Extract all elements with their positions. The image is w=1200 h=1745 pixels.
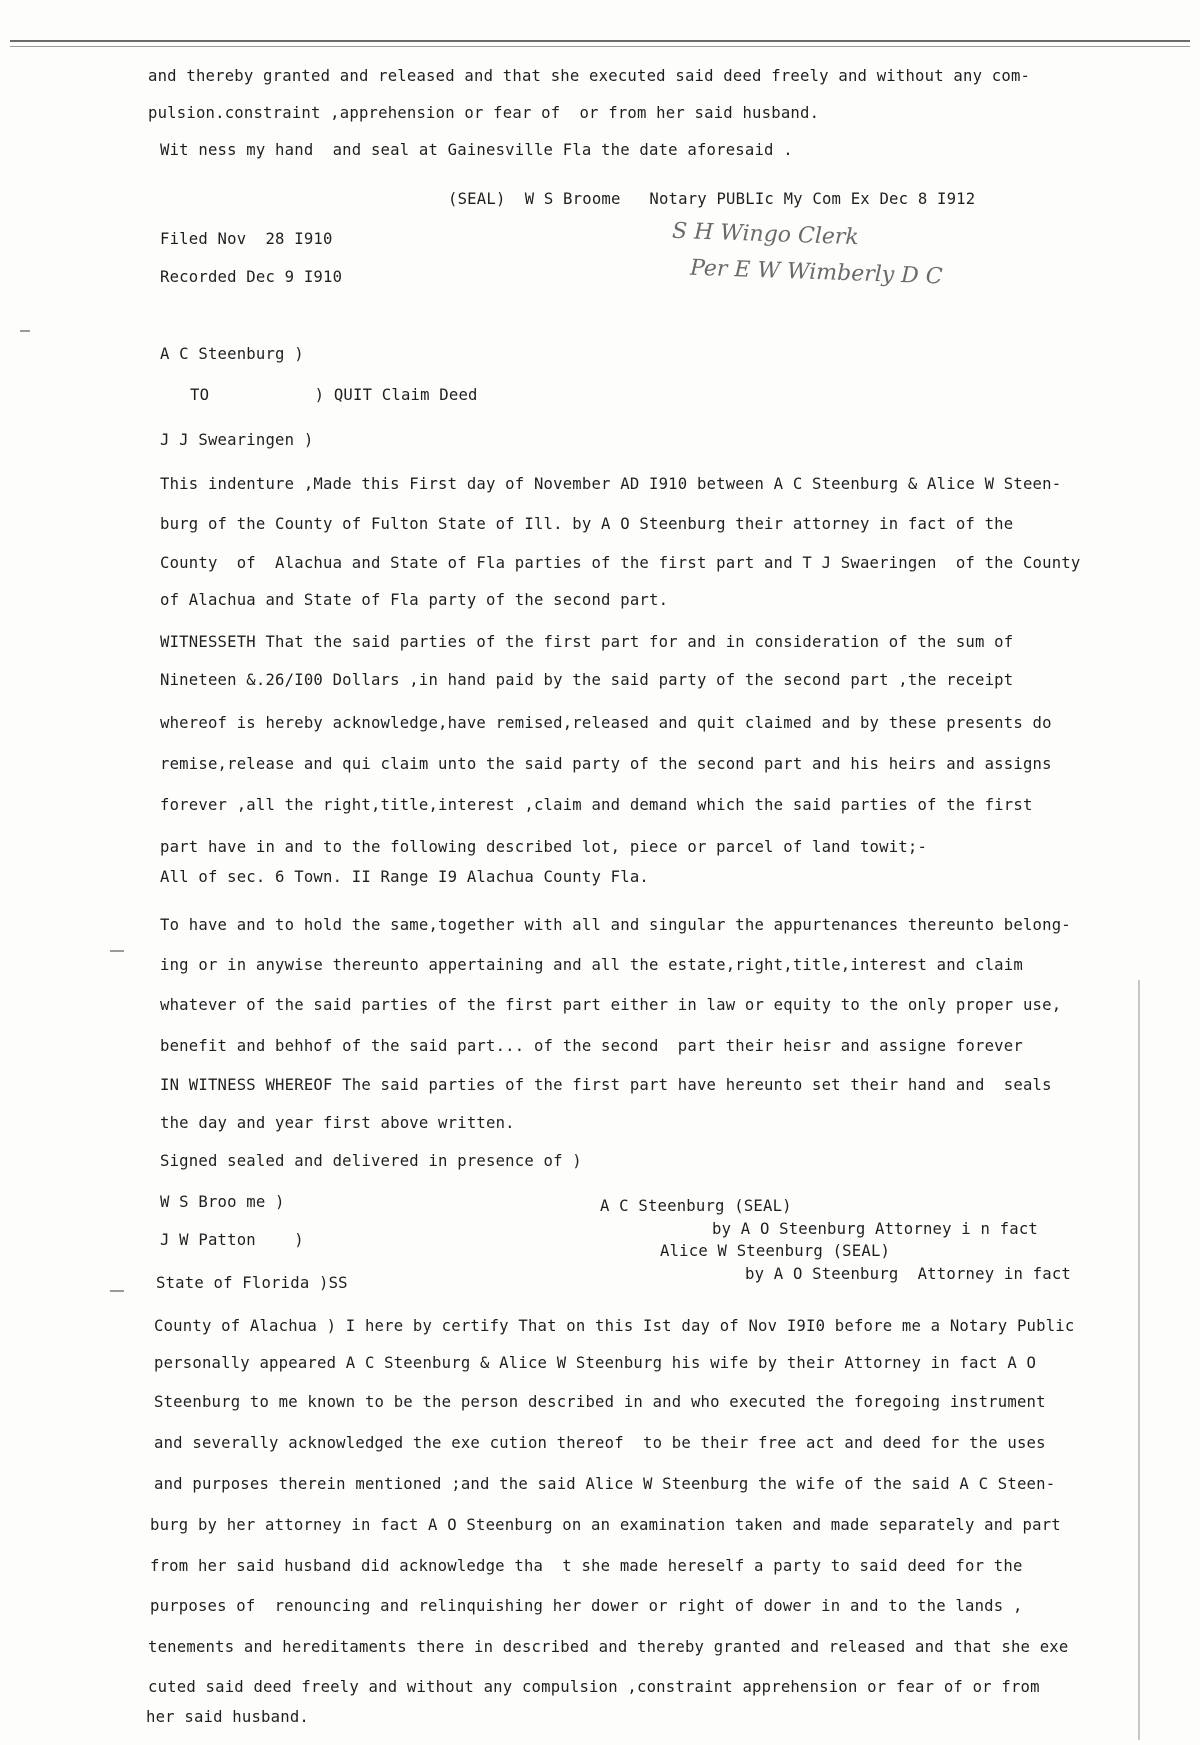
text-line: from her said husband did acknowledge tha t she made hereself a party to said deed for the xyxy=(150,1557,1023,1575)
text-line: remise,release and qui claim unto the said party of the second part and his heirs and assigns xyxy=(160,755,1052,773)
filed-date: Filed Nov 28 I910 xyxy=(160,230,333,248)
top-rule xyxy=(10,40,1190,47)
margin-mark xyxy=(110,1290,124,1292)
witness-name: W S Broo me ) xyxy=(160,1193,285,1211)
text-line: and severally acknowledged the exe cution thereof to be their free act and deed for the uses xyxy=(154,1434,1046,1452)
text-line: Signed sealed and delivered in presence of ) xyxy=(160,1152,582,1170)
text-line: IN WITNESS WHEREOF The said parties of the first part have hereunto set their hand and seals xyxy=(160,1076,1052,1094)
text-line: County of Alachua and State of Fla parties of the first part and T J Swaeringen of the County xyxy=(160,554,1081,572)
land-description: All of sec. 6 Town. II Range I9 Alachua County Fla. xyxy=(160,868,649,886)
text-line: To have and to hold the same,together with all and singular the appurtenances thereunto belong- xyxy=(160,916,1071,934)
grantor-signature-line: Alice W Steenburg (SEAL) xyxy=(660,1242,891,1260)
text-line: and purposes therein mentioned ;and the said Alice W Steenburg the wife of the said A C Steen- xyxy=(154,1475,1056,1493)
text-line: of Alachua and State of Fla party of the second part. xyxy=(160,591,669,609)
witness-name: J W Patton ) xyxy=(160,1231,304,1249)
text-line: burg by her attorney in fact A O Steenburg on an examination taken and made separately and part xyxy=(150,1516,1061,1534)
text-line: ing or in anywise thereunto appertaining and all the estate,right,title,interest and claim xyxy=(160,956,1023,974)
grantee-name: J J Swearingen ) xyxy=(160,431,314,449)
text-line: Steenburg to me known to be the person described in and who executed the foregoing instrument xyxy=(154,1393,1046,1411)
deputy-clerk-signature: Per E W Wimberly D C xyxy=(689,255,944,290)
text-line: Nineteen &.26/I00 Dollars ,in hand paid by the said party of the second part ,the receipt xyxy=(160,671,1014,689)
text-line: part have in and to the following described lot, piece or parcel of land towit;- xyxy=(160,838,928,856)
text-line: cuted said deed freely and without any compulsion ,constraint apprehension or fear of or from xyxy=(148,1678,1040,1696)
attorney-signature-line: by A O Steenburg Attorney i n fact xyxy=(712,1220,1038,1238)
grantor-name: A C Steenburg ) xyxy=(160,345,304,363)
text-line: pulsion.constraint ,apprehension or fear of or from her said husband. xyxy=(148,104,820,122)
notary-line: (SEAL) W S Broome Notary PUBLIc My Com Ex Dec 8 I912 xyxy=(448,190,976,208)
text-line: WITNESSETH That the said parties of the first part for and in consideration of the sum of xyxy=(160,633,1014,651)
text-line: her said husband. xyxy=(146,1708,309,1726)
text-line: forever ,all the right,title,interest ,claim and demand which the said parties of the first xyxy=(160,796,1033,814)
margin-mark xyxy=(20,330,30,332)
text-line: County of Alachua ) I here by certify That on this Ist day of Nov I9I0 before me a Notary Public xyxy=(154,1317,1075,1335)
text-line: personally appeared A C Steenburg & Alice W Steenburg his wife by their Attorney in fact A O xyxy=(154,1354,1037,1372)
text-line: Wit ness my hand and seal at Gainesville Fla the date aforesaid . xyxy=(160,141,793,159)
text-line: whatever of the said parties of the first part either in law or equity to the only proper use, xyxy=(160,996,1062,1014)
attorney-signature-line: by A O Steenburg Attorney in fact xyxy=(745,1265,1071,1283)
text-line: burg of the County of Fulton State of Ill. by A O Steenburg their attorney in fact of the xyxy=(160,515,1014,533)
text-line: and thereby granted and released and that she executed said deed freely and without any com- xyxy=(148,67,1031,85)
text-line: tenements and hereditaments there in described and thereby granted and released and that she exe xyxy=(148,1638,1069,1656)
text-line: This indenture ,Made this First day of November AD I910 between A C Steenburg & Alice W Steen- xyxy=(160,475,1062,493)
state-venue: State of Florida )SS xyxy=(156,1274,348,1292)
text-line: whereof is hereby acknowledge,have remised,released and quit claimed and by these presents do xyxy=(160,714,1052,732)
grantor-signature-line: A C Steenburg (SEAL) xyxy=(600,1197,792,1215)
recorded-date: Recorded Dec 9 I910 xyxy=(160,268,343,286)
margin-mark xyxy=(110,950,124,952)
text-line: purposes of renouncing and relinquishing her dower or right of dower in and to the lands , xyxy=(150,1597,1023,1615)
page-edge-shadow xyxy=(1138,980,1140,1740)
deed-title: TO ) QUIT Claim Deed xyxy=(190,386,478,404)
text-line: benefit and behhof of the said part... of the second part their heisr and assigne forever xyxy=(160,1037,1023,1055)
clerk-signature: S H Wingo Clerk xyxy=(671,218,860,251)
text-line: the day and year first above written. xyxy=(160,1114,515,1132)
